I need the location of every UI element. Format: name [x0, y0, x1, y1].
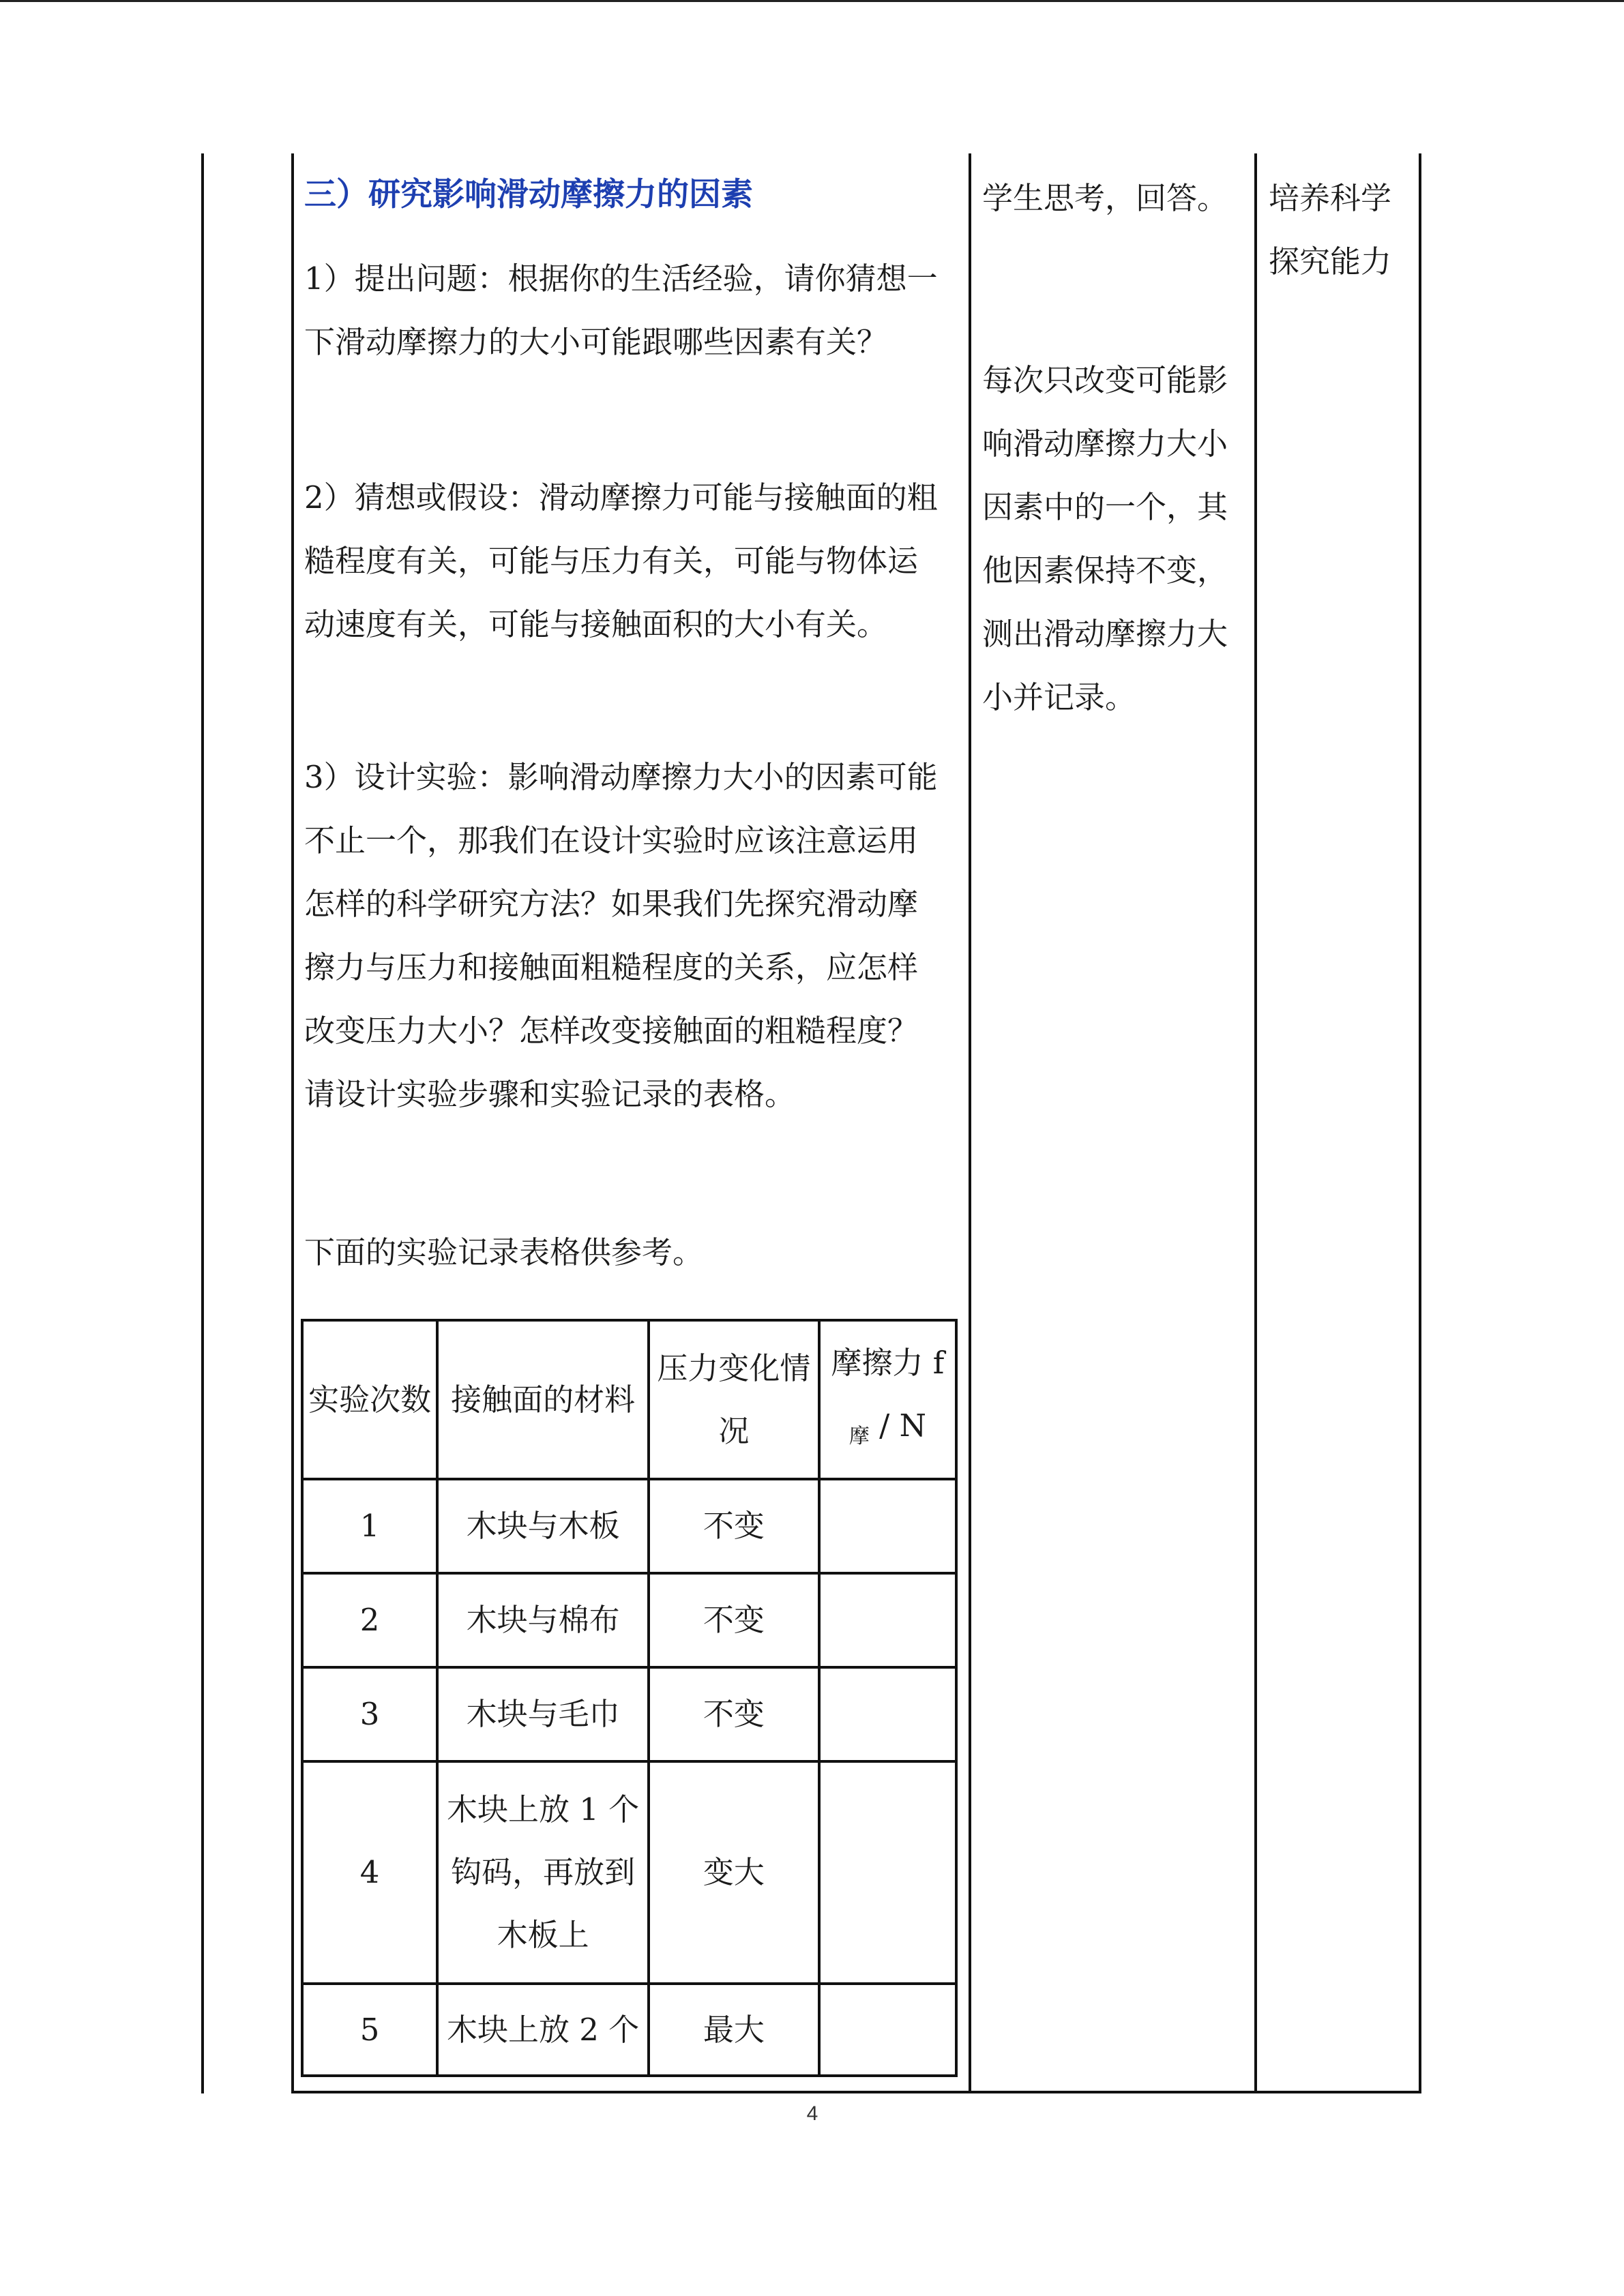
- cell-friction: [819, 1479, 956, 1573]
- cell-pressure: 不变: [649, 1667, 819, 1761]
- cell-trial: 4: [302, 1761, 437, 1984]
- cell-friction: [819, 1573, 956, 1667]
- cell-pressure: 最大: [649, 1984, 819, 2076]
- paragraph-design: 3）设计实验：影响滑动摩擦力大小的因素可能不止一个，那我们在设计实验时应该注意运用怎样的科学研究方法？如果我们先探究滑动摩擦力与压力和接触面粗糙程度的关系，应怎样改变压力大小？怎样改变接触面的粗糙程度？请设计实验步骤和实验记录的表格。: [304, 759, 938, 1112]
- cell-material: 木块上放 1 个钩码，再放到木板上: [437, 1761, 649, 1984]
- table-row: [302, 1479, 956, 1573]
- col-line-3: [1254, 153, 1257, 2093]
- header-friction: 摩擦力 f $_摩$ / N: [819, 1320, 956, 1479]
- cell-material: 木块上放 2 个: [437, 1984, 649, 2076]
- cell-friction: [819, 1761, 956, 1984]
- top-border: [0, 0, 1624, 2]
- col-line-1: [291, 153, 294, 2093]
- cell-material: 木块与毛巾: [437, 1667, 649, 1761]
- cell-friction: [819, 1667, 956, 1761]
- paragraph-reference: 下面的实验记录表格供参考。: [304, 1234, 704, 1270]
- student-activity-method: 每次只改变可能影响滑动摩擦力大小因素中的一个，其他因素保持不变，测出滑动摩擦力大小并记录。: [982, 362, 1228, 715]
- table-row: [302, 1573, 956, 1667]
- table-row: [302, 1984, 956, 2076]
- col-line-4: [1419, 153, 1421, 2093]
- section-title: 三）研究影响滑动摩擦力的因素: [304, 176, 753, 213]
- cell-pressure: 不变: [649, 1573, 819, 1667]
- cell-trial: 5: [302, 1984, 437, 2076]
- cell-pressure: 不变: [649, 1479, 819, 1573]
- table-row: [302, 1761, 956, 1984]
- experiment-record-table: [301, 1319, 958, 2077]
- cell-trial: 1: [302, 1479, 437, 1573]
- cell-material: 木块与木板: [437, 1479, 649, 1573]
- bottom-border: [291, 2091, 1421, 2093]
- cell-pressure: 变大: [649, 1761, 819, 1984]
- header-trial: 实验次数: [302, 1320, 437, 1479]
- table-header-row: [302, 1320, 956, 1479]
- paragraph-hypothesis: 2）猜想或假设：滑动摩擦力可能与接触面的粗糙程度有关，可能与压力有关，可能与物体运动速度有关，可能与接触面积的大小有关。: [304, 479, 938, 642]
- left-margin-line: [201, 153, 204, 2093]
- header-pressure: 压力变化情况: [649, 1320, 819, 1479]
- design-intent: 培养科学探究能力: [1269, 180, 1392, 280]
- page-number: 4: [806, 2102, 818, 2125]
- table-row: [302, 1667, 956, 1761]
- cell-trial: 2: [302, 1573, 437, 1667]
- paragraph-question: 1）提出问题：根据你的生活经验，请你猜想一下滑动摩擦力的大小可能跟哪些因素有关？: [304, 260, 938, 360]
- col-line-2: [969, 153, 971, 2093]
- cell-trial: 3: [302, 1667, 437, 1761]
- cell-material: 木块与棉布: [437, 1573, 649, 1667]
- cell-friction: [819, 1984, 956, 2076]
- student-activity-answer: 学生思考，回答。: [982, 180, 1228, 216]
- header-material: 接触面的材料: [437, 1320, 649, 1479]
